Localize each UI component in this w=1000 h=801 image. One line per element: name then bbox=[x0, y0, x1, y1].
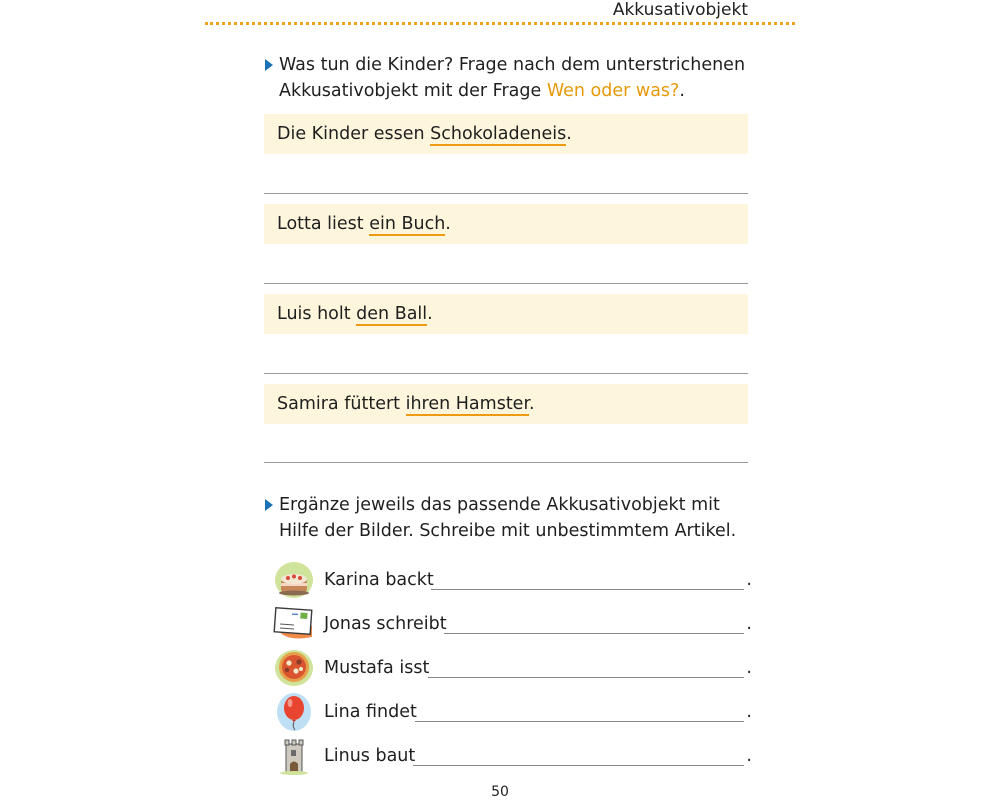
sentence-subject-verb: Samira füttert bbox=[277, 394, 406, 414]
sentence-box-2 bbox=[264, 204, 748, 244]
fill-period: . bbox=[746, 658, 752, 678]
fill-period: . bbox=[746, 702, 752, 722]
task1-instruction-text: Was tun die Kinder? Frage nach dem unterstrichenen Akkusativobjekt mit der Frage bbox=[279, 55, 746, 101]
letter-icon bbox=[272, 604, 316, 644]
fill-label: Linus baut bbox=[324, 744, 419, 768]
fill-blank-line[interactable] bbox=[415, 721, 744, 722]
fill-blank-line[interactable] bbox=[444, 633, 744, 634]
fill-row-tower bbox=[272, 736, 752, 776]
sentence-period: . bbox=[529, 394, 535, 414]
header-dotted-divider bbox=[205, 22, 795, 25]
fill-row-pizza bbox=[272, 648, 752, 688]
task2-instruction bbox=[265, 492, 745, 544]
fill-period: . bbox=[746, 570, 752, 590]
tower-icon bbox=[272, 736, 316, 776]
sentence-period: . bbox=[427, 304, 433, 324]
fill-blank-line[interactable] bbox=[431, 589, 744, 590]
sentence-object-underlined: Schokoladeneis bbox=[430, 124, 567, 144]
sentence-subject-verb: Luis holt bbox=[277, 304, 357, 324]
answer-line-1[interactable] bbox=[264, 193, 748, 194]
task1-instruction bbox=[265, 52, 765, 104]
sentence-box-1 bbox=[264, 114, 748, 154]
answer-line-4[interactable] bbox=[264, 462, 748, 463]
page-header-title: Akkusativobjekt bbox=[612, 0, 748, 20]
sentence-object-underlined: ein Buch bbox=[369, 214, 446, 234]
task1-question-highlight: Wen oder was? bbox=[546, 81, 680, 101]
cake-icon bbox=[272, 560, 316, 600]
sentence-object-underlined: den Ball bbox=[356, 304, 428, 324]
fill-row-cake bbox=[272, 560, 752, 600]
fill-row-letter bbox=[272, 604, 752, 644]
fill-row-balloon bbox=[272, 692, 752, 732]
fill-blank-line[interactable] bbox=[413, 765, 744, 766]
pizza-icon bbox=[272, 648, 316, 688]
task2-instruction-text: Ergänze jeweils das passende Akkusativobjekt mit Hilfe der Bilder. Schreibe mit unbestimmtem Artikel. bbox=[279, 495, 737, 541]
sentence-period: . bbox=[566, 124, 572, 144]
sentence-object-underlined: ihren Hamster bbox=[405, 394, 530, 414]
page-number: 50 bbox=[491, 784, 509, 800]
sentence-period: . bbox=[445, 214, 451, 234]
sentence-subject-verb: Lotta liest bbox=[277, 214, 370, 234]
answer-line-3[interactable] bbox=[264, 373, 748, 374]
balloon-icon bbox=[272, 692, 316, 732]
bullet-triangle-icon bbox=[265, 499, 273, 511]
fill-label: Jonas schreibt bbox=[324, 612, 451, 636]
bullet-triangle-icon bbox=[265, 59, 273, 71]
fill-label: Lina findet bbox=[324, 700, 421, 724]
sentence-box-4 bbox=[264, 384, 748, 424]
fill-label: Mustafa isst bbox=[324, 656, 433, 680]
fill-period: . bbox=[746, 614, 752, 634]
answer-line-2[interactable] bbox=[264, 283, 748, 284]
sentence-box-3 bbox=[264, 294, 748, 334]
fill-label: Karina backt bbox=[324, 568, 438, 592]
sentence-subject-verb: Die Kinder essen bbox=[277, 124, 431, 144]
fill-blank-line[interactable] bbox=[428, 677, 744, 678]
task1-instruction-end: . bbox=[679, 81, 685, 101]
fill-period: . bbox=[746, 746, 752, 766]
